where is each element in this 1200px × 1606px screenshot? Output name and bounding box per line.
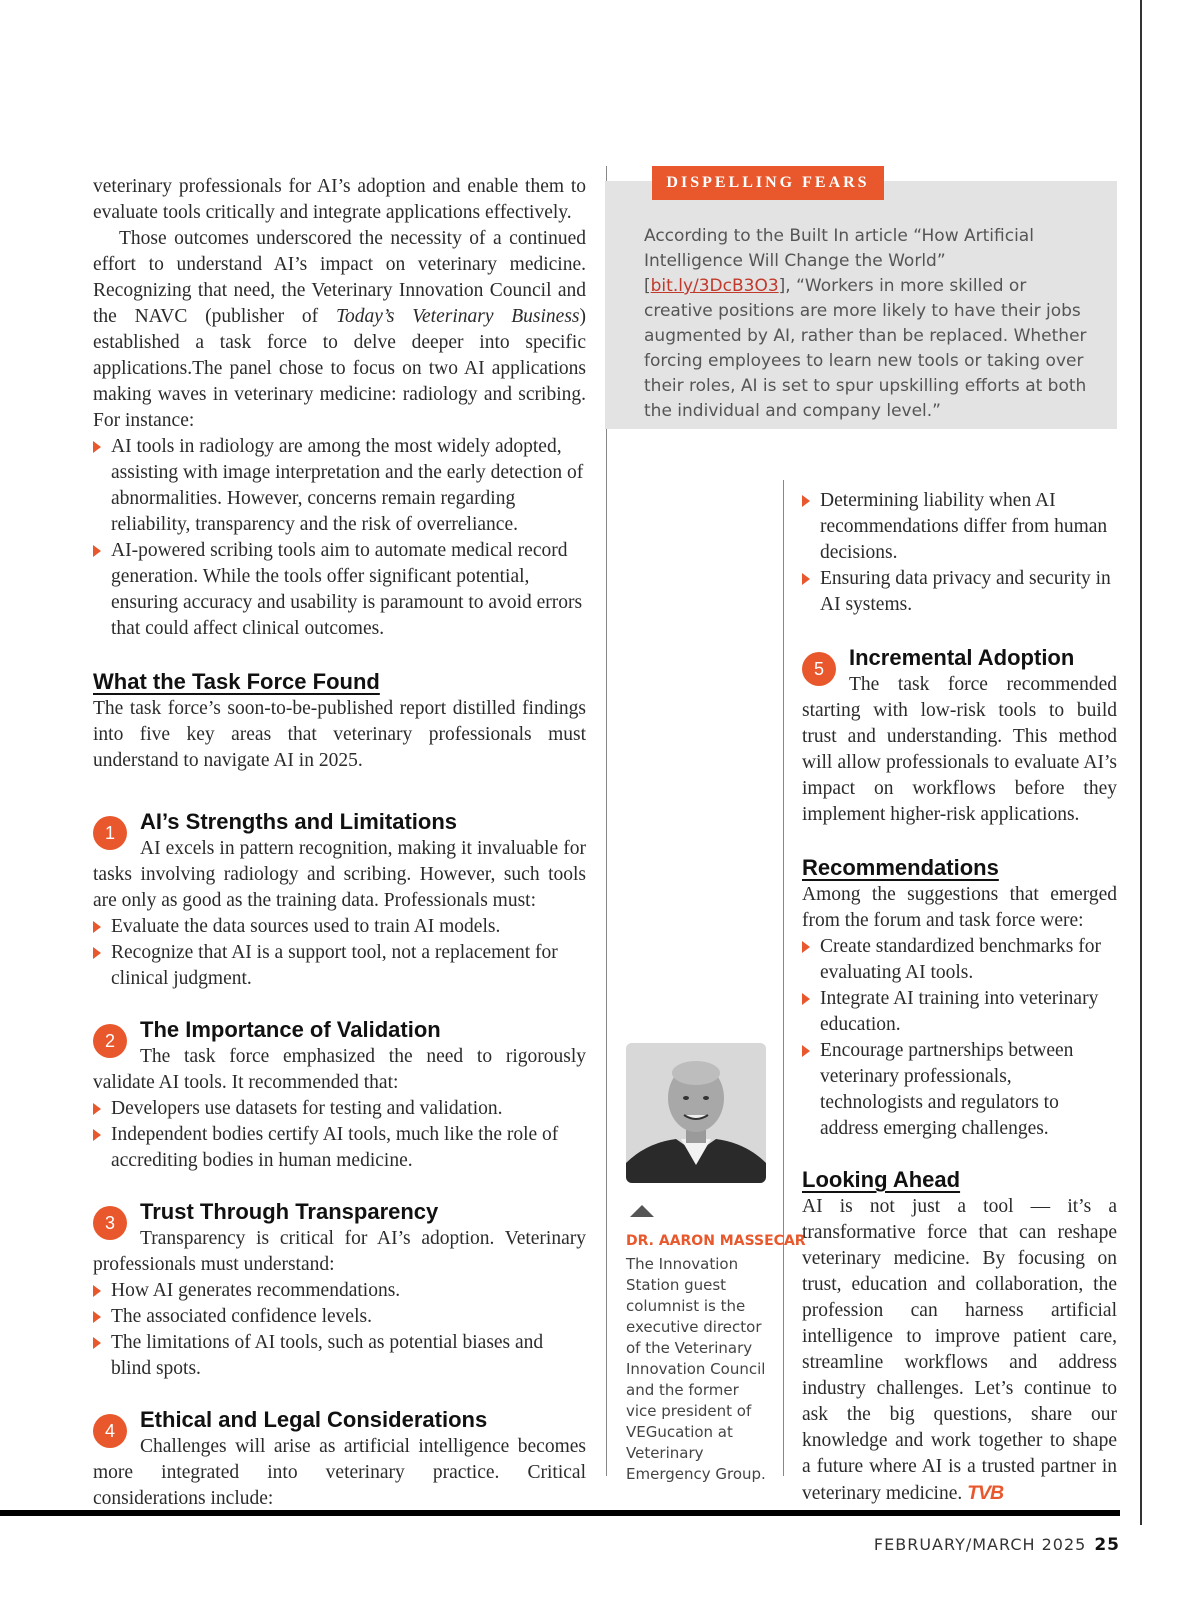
- callout-tag: DISPELLING FEARS: [652, 166, 884, 200]
- number-badge: 4: [93, 1414, 127, 1448]
- page-number: 25: [1094, 1535, 1120, 1555]
- key-area-body: Transparency is critical for AI’s adoption. Veterinary professionals must understand:: [93, 1228, 586, 1275]
- author-bio: The Innovation Station guest columnist is the executive director of the Veterinary Innovation Council and the former vice president of VEGucation at Veterinary Emergency Group.: [626, 1255, 766, 1483]
- bullet-triangle-icon: [802, 993, 810, 1005]
- list-item: The associated confidence levels.: [93, 1304, 586, 1330]
- bullet-triangle-icon: [93, 921, 101, 933]
- key-area-bullets: [93, 914, 586, 992]
- key-area-body: The task force emphasized the need to rigorously validate AI tools. It recommended that:: [93, 1046, 586, 1093]
- bullet-triangle-icon: [93, 1285, 101, 1297]
- key-area-bullets: [93, 1278, 586, 1382]
- bullet-triangle-icon: [802, 941, 810, 953]
- article-link[interactable]: bit.ly/3DcB3O3: [650, 276, 779, 296]
- list-item: Recognize that AI is a support tool, not a replacement for clinical judgment.: [93, 940, 586, 992]
- bullet-triangle-icon: [802, 573, 810, 585]
- tvb-end-mark-icon: TVB: [967, 1482, 1004, 1504]
- page-edge-rule: [1140, 0, 1142, 1525]
- list-item: Encourage partnerships between veterinary professionals, technologists and regulators to address emerging challenges.: [802, 1038, 1117, 1142]
- page-footer: [874, 1535, 1120, 1555]
- recommendations-bullets: [802, 934, 1117, 1142]
- left-column: [93, 174, 586, 1512]
- bullet-triangle-icon: [802, 1045, 810, 1057]
- right-column: [802, 488, 1117, 1507]
- list-item: Create standardized benchmarks for evaluating AI tools.: [802, 934, 1117, 986]
- key-area-4: [93, 1406, 586, 1512]
- key-area-bullets: [93, 1096, 586, 1174]
- section-heading-recommendations: Recommendations: [802, 855, 999, 880]
- key-area-body: The task force recommended starting with low-risk tools to build trust and understanding. This method will allow professionals to evaluate AI’s impact on workflows before they implement higher-risk applications.: [802, 674, 1117, 825]
- bullet-triangle-icon: [93, 1337, 101, 1349]
- list-item: Ensuring data privacy and security in AI systems.: [802, 566, 1117, 618]
- number-badge: 1: [93, 816, 127, 850]
- author-name: DR. AARON MASSECAR: [626, 1233, 806, 1249]
- key-area-2: [93, 1016, 586, 1174]
- callout-text: According to the Built In article “How Artificial Intelligence Will Change the World” [bit.ly/3DcB3O3], “Workers in more skilled or creative positions are more likely to have their jobs augmented by AI, rather than be replaced. Whether forcing employees to learn new tools or taking over their roles, AI is set to spur upskilling efforts at both the individual and company level.”: [644, 226, 1087, 421]
- list-item: AI-powered scribing tools aim to automate medical record generation. While the tools offer significant potential, ensuring accuracy and usability is paramount to avoid errors that could affect clinical outcomes.: [93, 538, 586, 642]
- bullet-triangle-icon: [93, 1103, 101, 1115]
- section-heading-looking-ahead: Looking Ahead: [802, 1167, 961, 1192]
- key-area-3: [93, 1198, 586, 1382]
- intro-paragraph-1: veterinary professionals for AI’s adoption and enable them to evaluate tools critically and integrate applications effectively.: [93, 176, 586, 223]
- footer-rule: [0, 1510, 1120, 1516]
- list-item: Evaluate the data sources used to train AI models.: [93, 914, 586, 940]
- list-item: Integrate AI training into veterinary education.: [802, 986, 1117, 1038]
- intro-paragraph-2: Those outcomes underscored the necessity of a continued effort to understand AI’s impact on veterinary medicine. Recognizing that need, the Veterinary Innovation Council and the NAVC (publisher of Today’s Veterinary Business) established a task force to delve deeper into specific applications.The panel chose to focus on two AI applications making waves in veterinary medicine: radiology and scribing. For instance:: [93, 228, 586, 431]
- bio-pointer-icon: [630, 1205, 654, 1217]
- section-heading-task-force-found: What the Task Force Found: [93, 669, 380, 694]
- author-photo: [626, 1043, 766, 1183]
- considerations-bullets: [802, 488, 1117, 618]
- key-area-title: The Importance of Validation: [140, 1017, 441, 1042]
- list-item: Determining liability when AI recommendations differ from human decisions.: [802, 488, 1117, 566]
- bullet-triangle-icon: [93, 1311, 101, 1323]
- key-area-body: AI excels in pattern recognition, making it invaluable for tasks involving radiology and scribing. However, such tools are only as good as the training data. Professionals must:: [93, 838, 586, 911]
- key-area-body: Challenges will arise as artificial intelligence becomes more integrated into veterinary practice. Critical considerations include:: [93, 1436, 586, 1509]
- list-item: Independent bodies certify AI tools, much like the role of accrediting bodies in human medicine.: [93, 1122, 586, 1174]
- list-item: AI tools in radiology are among the most widely adopted, assisting with image interpretation and the early detection of abnormalities. However, concerns remain regarding reliability, transparency and the risk of overreliance.: [93, 434, 586, 538]
- author-portrait-icon: [626, 1043, 766, 1183]
- bullet-triangle-icon: [93, 545, 101, 557]
- bullet-triangle-icon: [93, 1129, 101, 1141]
- number-badge: 3: [93, 1206, 127, 1240]
- key-area-title: Incremental Adoption: [849, 645, 1075, 670]
- looking-ahead-body: AI is not just a tool — it’s a transformative force that can reshape veterinary medicine. By focusing on trust, education and collaboration, the profession can harness artificial intelligence to improve patient care, streamline workflows and address industry challenges. Let’s continue to ask the big questions, share our knowledge and work together to shape a future where AI is a trusted partner in veterinary medicine. TVB: [802, 1196, 1117, 1504]
- key-area-5: [802, 644, 1117, 828]
- intro-bullet-list: [93, 434, 586, 642]
- issue-date: FEBRUARY/MARCH 2025: [873, 1535, 1087, 1554]
- task-force-found-body: The task force’s soon-to-be-published report distilled findings into five key areas that veterinary professionals must understand to navigate AI in 2025.: [93, 698, 586, 771]
- key-area-title: AI’s Strengths and Limitations: [140, 809, 457, 834]
- list-item: Developers use datasets for testing and validation.: [93, 1096, 586, 1122]
- bullet-triangle-icon: [93, 441, 101, 453]
- key-area-title: Ethical and Legal Considerations: [140, 1407, 488, 1432]
- key-area-1: [93, 808, 586, 992]
- list-item: How AI generates recommendations.: [93, 1278, 586, 1304]
- bullet-triangle-icon: [802, 495, 810, 507]
- number-badge: 2: [93, 1024, 127, 1058]
- column-divider-right: [783, 480, 784, 1476]
- key-area-title: Trust Through Transparency: [140, 1199, 439, 1224]
- bullet-triangle-icon: [93, 947, 101, 959]
- recommendations-body: Among the suggestions that emerged from the forum and task force were:: [802, 884, 1117, 931]
- list-item: The limitations of AI tools, such as potential biases and blind spots.: [93, 1330, 586, 1382]
- number-badge: 5: [802, 652, 836, 686]
